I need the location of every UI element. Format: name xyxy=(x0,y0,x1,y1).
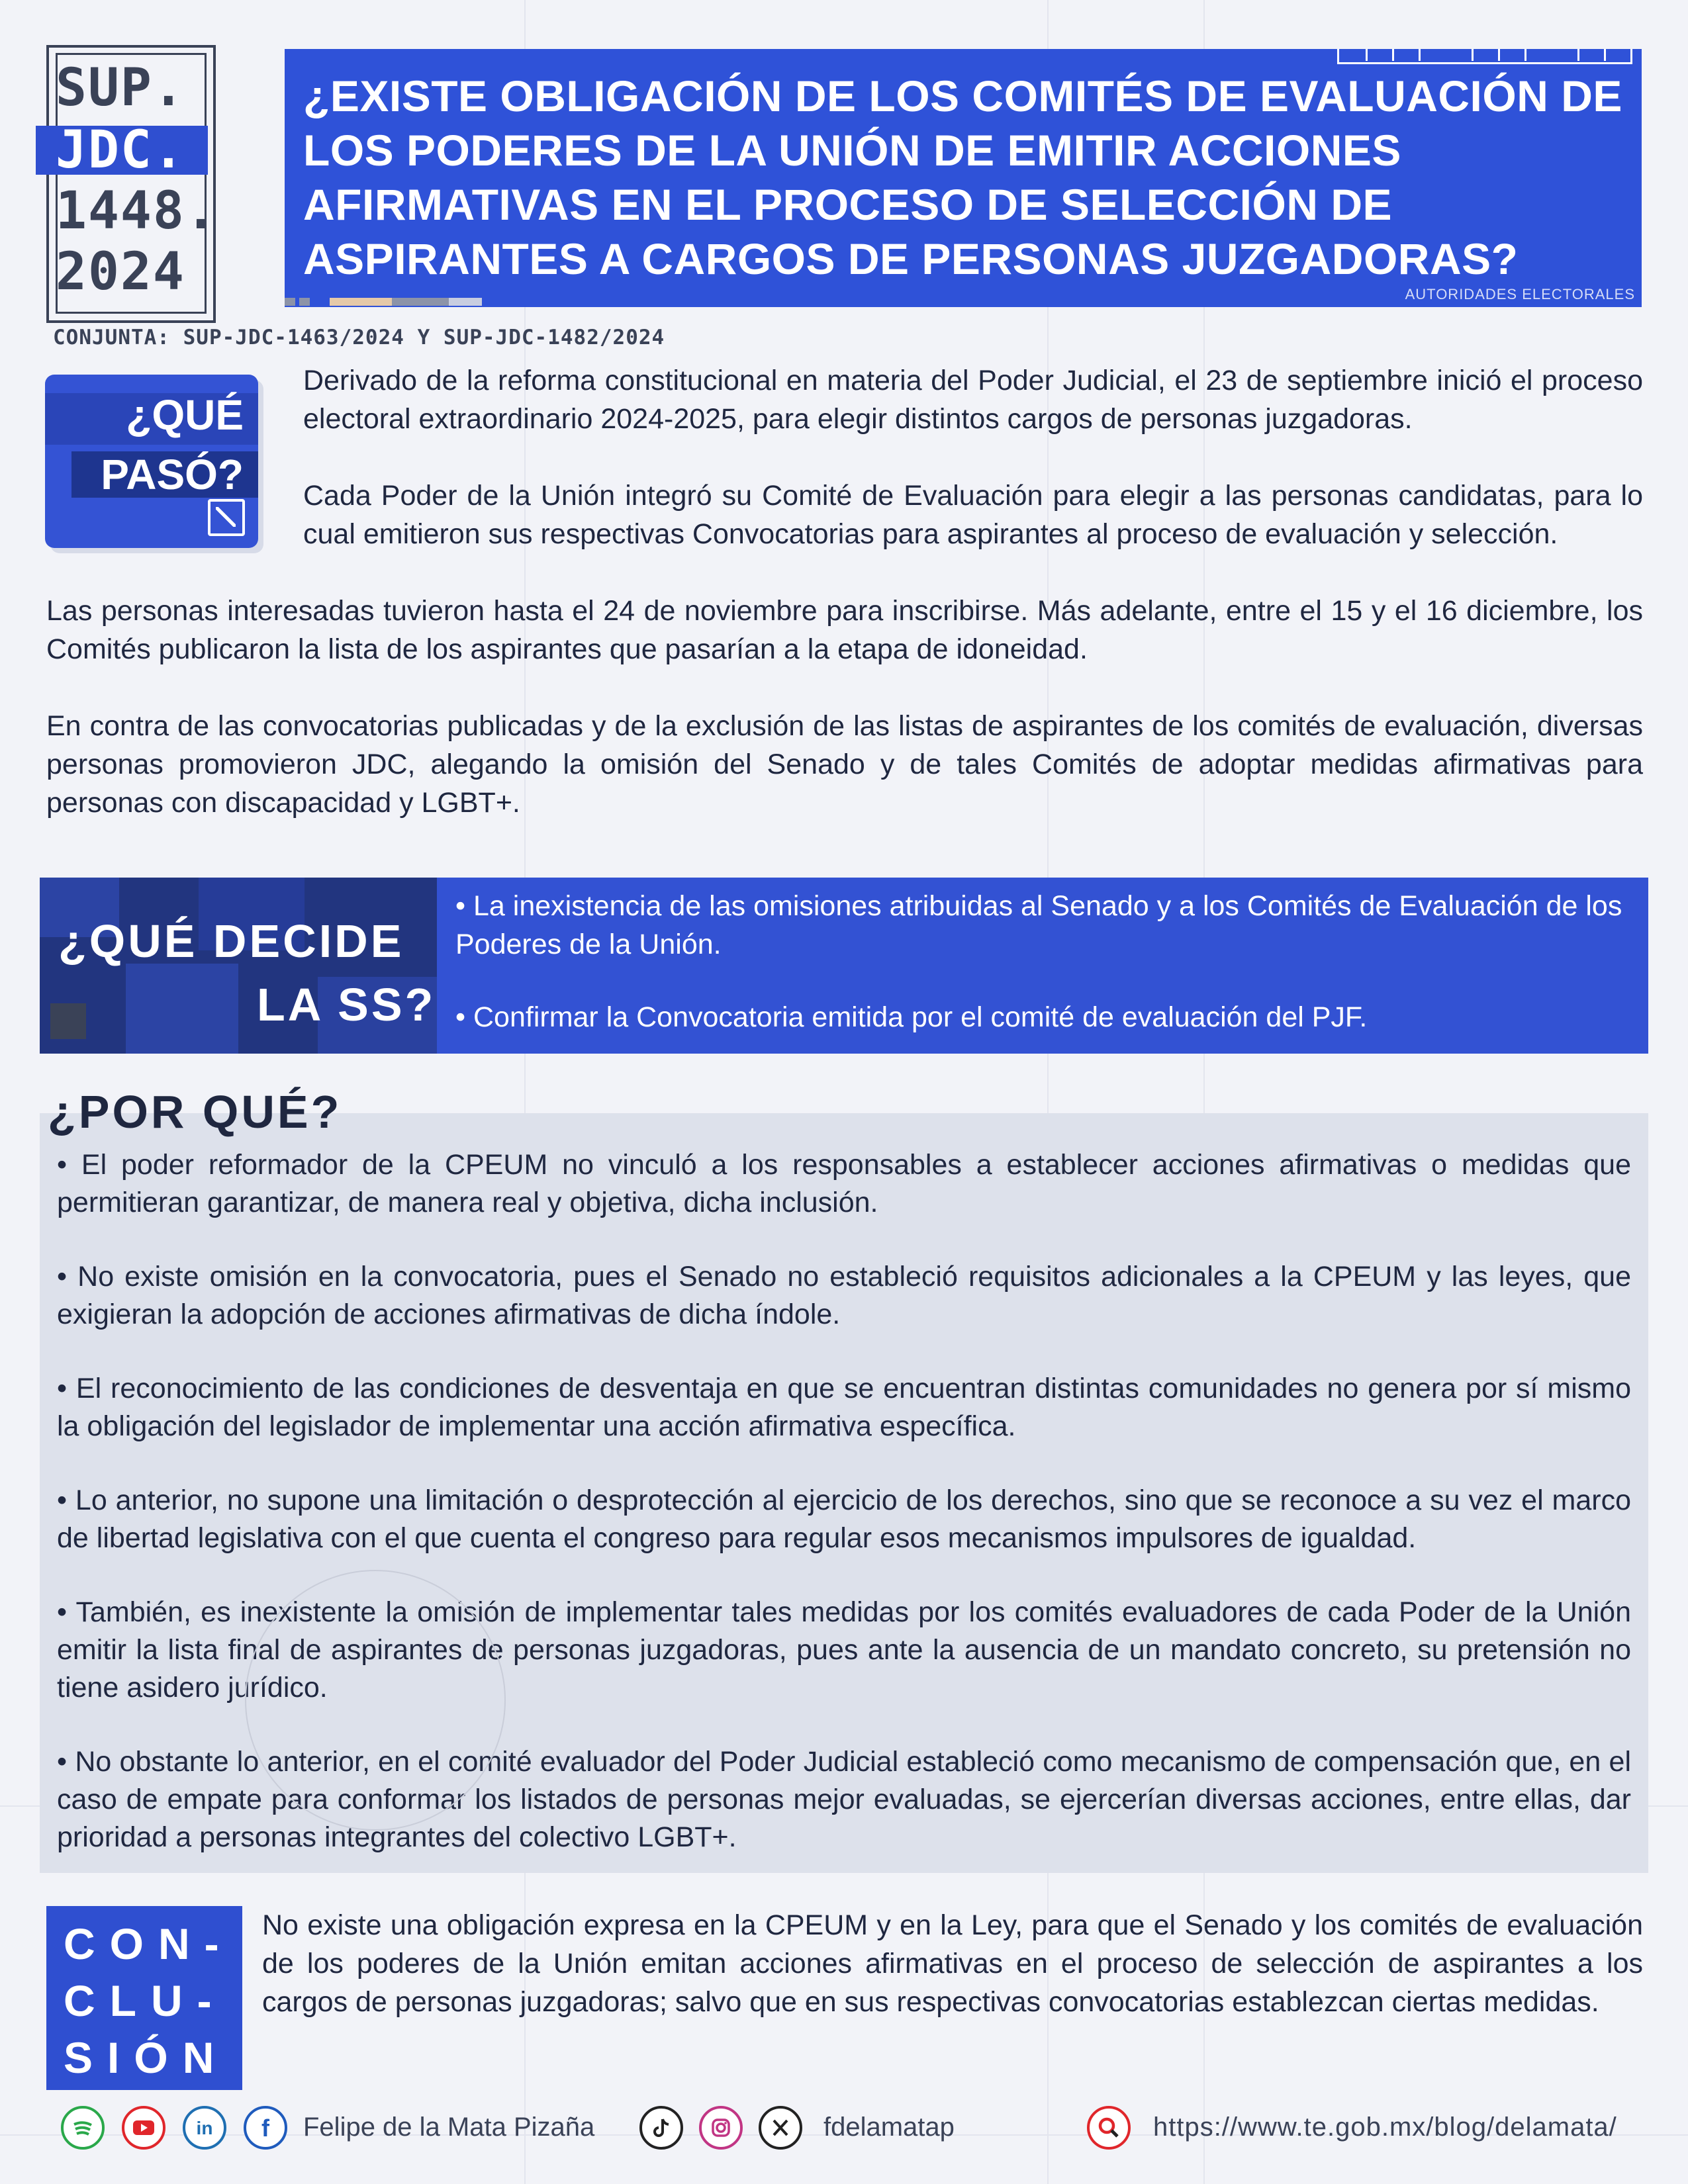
blog-link[interactable]: https://www.te.gob.mx/blog/delamata/ xyxy=(1153,2113,1617,2142)
paragraph: Las personas interesadas tuvieron hasta el 24 de noviembre para inscribirse. Más adelante, entre el 15 y el 16 diciembre, los Comités publicaron la lista de los aspirantes que pasarían a la etapa de idoneidad. xyxy=(46,595,1643,665)
conclusion-heading-line3: SIÓN xyxy=(64,2033,229,2082)
page-title: ¿EXISTE OBLIGACIÓN DE LOS COMITÉS DE EVALUACIÓN DE LOS PODERES DE LA UNIÓN DE EMITIR ACCIONES AFIRMATIVAS EN EL PROCESO DE SELECCIÓN DE ASPIRANTES A CARGOS DE PERSONAS JUZGADORAS? xyxy=(303,71,1622,283)
decision-item: • La inexistencia de las omisiones atribuidas al Senado y a los Comités de Evaluación de los Poderes de la Unión. xyxy=(455,890,1622,960)
que-decide-banner xyxy=(40,878,1648,1054)
case-number-line4: 2024 xyxy=(56,242,185,302)
category-tag: AUTORIDADES ELECTORALES xyxy=(1405,286,1635,302)
que-paso-heading-line2: PASÓ? xyxy=(101,451,244,498)
related-cases: CONJUNTA: SUP-JDC-1463/2024 Y SUP-JDC-1482/2024 xyxy=(53,326,665,349)
card-float-spacer xyxy=(46,361,303,563)
paragraph: En contra de las convocatorias publicadas y de la exclusión de las listas de aspirantes de los comités de evaluación, diversas personas promovieron JDC, alegando la omisión del Senado y de tales Comités de adoptar medidas afirmativas para personas con discapacidad y LGBT+. xyxy=(46,710,1643,819)
reason-item: • El poder reformador de la CPEUM no vinculó a los responsables a establecer acciones afirmativas o medidas que permitieran garantizar, de manera real y objetiva, dicha inclusión. xyxy=(57,1149,1631,1218)
que-decide-heading-line1: ¿QUÉ DECIDE xyxy=(58,915,404,967)
que-paso-heading-line1: ¿QUÉ xyxy=(126,391,244,439)
reason-item: • Lo anterior, no supone una limitación o desprotección al ejercicio de los derechos, sino que se reconoce a su vez el marco de libertad legislativa con el que cuenta el congreso para regular esos mecanismos impulsores de igualdad. xyxy=(57,1484,1631,1554)
paragraph: Derivado de la reforma constitucional en materia del Poder Judicial, el 23 de septiembre inició el proceso electoral extraordinario 2024-2025, para elegir distintos cargos de personas juzgadoras. xyxy=(303,365,1643,435)
spotify-icon[interactable] xyxy=(61,2106,105,2150)
ruler-decoration xyxy=(1337,49,1632,64)
conclusion-heading-line2: CLU- xyxy=(64,1976,226,2025)
footer xyxy=(0,2098,1688,2158)
conclusion-text: No existe una obligación expresa en la CPEUM y en la Ley, para que el Senado y los comités de evaluación de los poderes de la Unión emitan acciones afirmativas en el proceso de selección de aspirantes a los cargos de personas juzgadoras; salvo que en sus respectivas convocatorias establezcan ciertas medidas. xyxy=(262,1909,1643,2018)
linkedin-icon[interactable] xyxy=(183,2106,226,2150)
case-number-line3: 1448. xyxy=(56,181,218,241)
author-name: Felipe de la Mata Pizaña xyxy=(303,2113,595,2142)
por-que-heading: ¿POR QUÉ? xyxy=(48,1086,342,1138)
reason-item: • No existe omisión en la convocatoria, pues el Senado no estableció requisitos adicionales a la CPEUM y las leyes, que exigieran la adopción de acciones afirmativas de dicha índole. xyxy=(57,1261,1631,1330)
que-paso-text xyxy=(46,361,1643,822)
tiktok-icon[interactable] xyxy=(639,2106,683,2150)
social-handle: fdelamatap xyxy=(823,2113,955,2142)
circle-decoration xyxy=(245,1570,506,1831)
instagram-icon[interactable] xyxy=(699,2106,743,2150)
conclusion-heading xyxy=(64,1915,234,2086)
conclusion-heading-line1: CON- xyxy=(64,1919,234,1968)
reason-item: • El reconocimiento de las condiciones de desventaja en que se encuentran distintas comunidades no genera por sí mismo la obligación del legislador de implementar una acción afirmativa específica. xyxy=(57,1373,1631,1442)
svg-text:f: f xyxy=(261,2115,269,2142)
svg-text:in: in xyxy=(196,2118,213,2138)
paragraph: Cada Poder de la Unión integró su Comité de Evaluación para elegir a las personas candidatas, para lo cual emitieron sus respectivas Convocatorias para aspirantes al proceso de evaluación y selección. xyxy=(303,480,1643,550)
facebook-icon[interactable] xyxy=(244,2106,287,2150)
search-icon[interactable] xyxy=(1087,2106,1131,2150)
case-number-block xyxy=(0,0,265,331)
accent-blocks xyxy=(285,298,483,307)
youtube-icon[interactable] xyxy=(122,2106,165,2150)
reason-item: • También, es inexistente la omisión de implementar tales medidas por los comités evaluadores de cada Poder de la Unión emitir la lista final de aspirantes de personas juzgadoras, pues ante la ausencia de un mandato concreto, su pretensión no tiene asidero jurídico. xyxy=(57,1596,1631,1704)
decision-item: • Confirmar la Convocatoria emitida por el comité de evaluación del PJF. xyxy=(455,1001,1368,1033)
conclusion-heading-box xyxy=(46,1906,242,2090)
reason-item: • No obstante lo anterior, en el comité evaluador del Poder Judicial estableció como mecanismo de compensación que, en el caso de empate para conformar los listados de personas mejor evaluadas, se ejercerían diversas acciones, entre ellas, dar prioridad a personas integrantes del colectivo LGBT+. xyxy=(57,1746,1631,1853)
case-number-line2: JDC. xyxy=(56,120,185,180)
x-icon[interactable] xyxy=(759,2106,802,2150)
case-number-line1: SUP. xyxy=(56,58,185,118)
title-banner xyxy=(285,49,1642,307)
que-decide-heading-line2: LA SS? xyxy=(257,979,436,1030)
que-decide-heading xyxy=(58,909,469,1036)
